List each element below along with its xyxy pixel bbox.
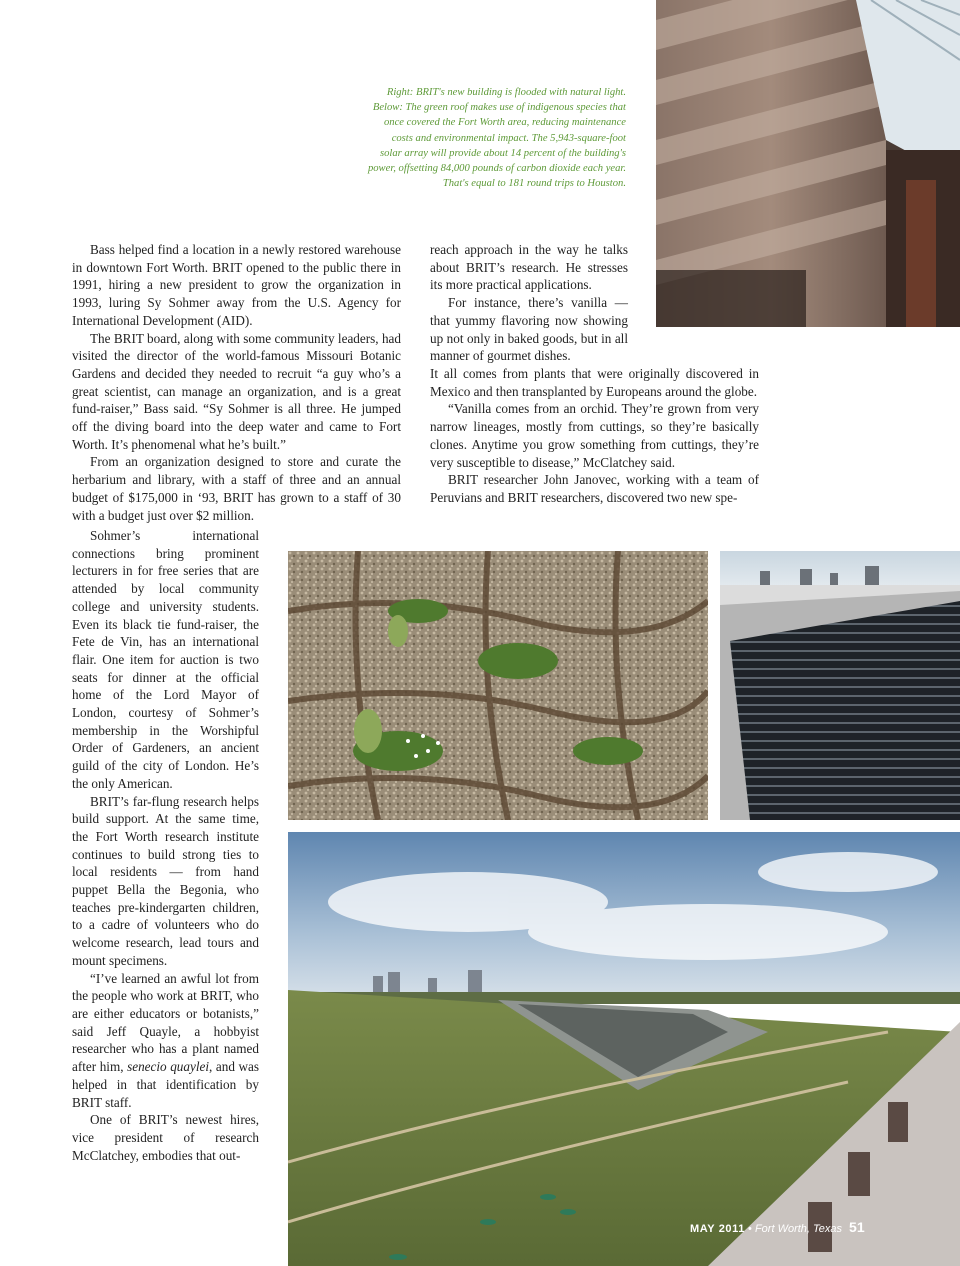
caption-line: Below: The green roof makes use of indigenous species that: [372, 102, 626, 114]
article-paragraph: reach approach in the way he talks about BRIT’s research. He stresses its more practical applications.: [430, 242, 628, 293]
article-paragraph: It all comes from plants that were originally discovered in Mexico and then transplanted by Europeans around the globe.: [430, 366, 759, 399]
article-paragraph: [72, 970, 259, 1112]
caption-line: costs and environmental impact. The 5,943-square-foot: [391, 132, 626, 144]
article-paragraph: BRIT researcher John Janovec, working with a team of Peruvians and BRIT researchers, discovered two new spe-: [430, 472, 759, 505]
caption-line: That's equal to 181 round trips to Houston.: [442, 178, 626, 190]
quote-text-end: , and was helped in that identification by BRIT staff.: [72, 1059, 259, 1110]
caption-line: solar array will provide about 14 percent of the building's: [379, 147, 626, 159]
article-paragraph: “Vanilla comes from an orchid. They’re grown from very narrow lineages, mostly from cuttings, so they’re basically clones. Anytime you grow something from cuttings, they’re very susceptible to disease,” McClatchey said.: [430, 401, 759, 470]
article-column-left-narrow: [72, 527, 259, 1164]
page-folio: [690, 1219, 902, 1235]
article-column-right-narrow: [430, 241, 628, 365]
species-name: senecio quaylei: [127, 1059, 210, 1075]
article-paragraph: Sohmer’s international connections bring prominent lecturers in for free series that are attended by local community college and university students. Even its black tie fund-raiser, the Fete de Vin, has an international flair. One item for auction is two seats for dinner at the official home of the Lord Mayor of London, courtesy of Sohmer’s membership in the Worshipful Order of Gardeners, an ancient guild of the city of London. He’s the only American.: [72, 528, 259, 791]
photo-caption: [340, 85, 626, 191]
page-number: 51: [849, 1219, 865, 1235]
quote-text: “I’ve learned an awful lot from the people who work at BRIT, who are either educators or botanists,” said Jeff Quayle, a hobbyist researcher who has a plant named after him,: [72, 970, 259, 1075]
folio-separator: •: [748, 1223, 752, 1235]
issue-date: MAY 2011: [690, 1223, 745, 1235]
caption-line: once covered the Fort Worth area, reducing maintenance: [383, 117, 626, 129]
caption-line: power, offsetting 84,000 pounds of carbon dioxide each year.: [367, 163, 626, 175]
building-facade-photo: [656, 0, 960, 327]
article-paragraph: One of BRIT’s newest hires, vice president of research McClatchey, embodies that out-: [72, 1112, 259, 1163]
article-paragraph: The BRIT board, along with some community leaders, had visited the director of the world-famous Missouri Botanic Gardens and decided they needed to recruit “a guy who’s a great scientist, can manage an organization, and is a great fund-raiser,” Bass said. “Sy Sohmer is all three. He jumped off the diving board into the deep water and came to Fort Worth. It’s phenomenal what he’s built.”: [72, 330, 401, 452]
article-paragraph: For instance, there’s vanilla — that yummy flavoring now showing up not only in baked goods, but in all manner of gourmet dishes.: [430, 295, 628, 364]
green-roof-plants-photo: [288, 551, 708, 820]
article-column-right-wide: [430, 365, 759, 507]
article-column-left-top: [72, 241, 401, 524]
caption-line: Right: BRIT's new building is flooded with natural light.: [386, 87, 626, 98]
publication-name: Fort Worth, Texas: [754, 1223, 842, 1235]
solar-array-photo: [720, 551, 960, 820]
green-roof-panorama-photo: [288, 832, 960, 1266]
article-paragraph: BRIT’s far-flung research helps build support. At the same time, the Fort Worth research institute continues to build strong ties to local residents — from hand puppet Bella the Begonia, who teaches pre-kindergarten children, to a cadre of volunteers who do welcome research, lead tours and mount specimens.: [72, 793, 259, 968]
article-paragraph: Bass helped find a location in a newly restored warehouse in downtown Fort Worth. BRIT opened to the public there in 1991, hiring a new president to grow the organization in 1993, luring Sy Sohmer away from the U.S. Agency for International Development (AID).: [72, 242, 401, 328]
article-paragraph: From an organization designed to store and curate the herbarium and library, with a staff of three and an annual budget of $175,000 in ‘93, BRIT has grown to a staff of 30 with a budget just over $2 million.: [72, 454, 401, 523]
